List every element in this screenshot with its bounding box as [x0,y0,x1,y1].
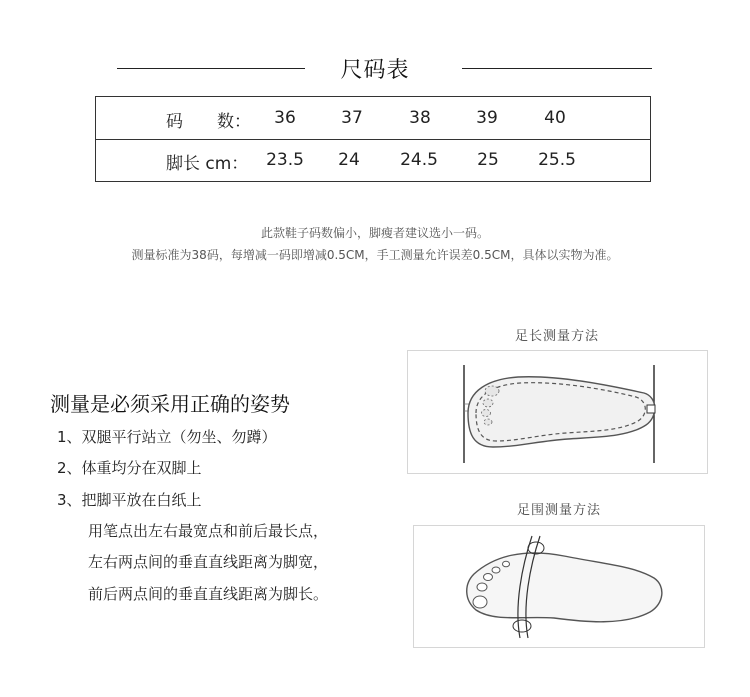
instruction-step: 2、体重均分在双脚上 [57,459,202,477]
fit-note: 此款鞋子码数偏小，脚瘦者建议选小一码。 [260,226,489,240]
title-line-right [462,68,652,69]
toe [503,561,510,567]
size-cell: 39 [476,108,498,128]
foot-girth-diagram [414,526,704,647]
length-cell: 23.5 [266,150,304,170]
length-row-label: 脚长 cm： [166,154,249,174]
foot-length-diagram [408,351,707,473]
toe [484,574,493,581]
foot-length-panel [407,350,708,474]
size-cell: 38 [409,108,431,128]
length-cell: 24 [338,150,360,170]
length-cell: 25.5 [538,150,576,170]
foot-girth-panel [413,525,705,648]
instructions-heading: 测量是必须采用正确的姿势 [50,392,290,416]
size-cell: 40 [544,108,566,128]
instruction-step: 1、双腿平行站立（勿坐、勿蹲） [57,428,277,446]
length-method-caption: 足长测量方法 [514,329,599,344]
toe [477,583,487,591]
girth-method-caption: 足围测量方法 [516,503,601,518]
foot-outline [467,553,662,622]
table-divider [96,139,650,140]
size-cell: 36 [274,108,296,128]
length-cell: 24.5 [400,150,438,170]
page-title: 尺码表 [340,58,410,83]
size-cell: 37 [341,108,363,128]
instruction-step: 3、把脚平放在白纸上 [57,491,202,509]
instruction-detail: 用笔点出左右最宽点和前后最长点， [88,522,329,540]
instruction-detail: 左右两点间的垂直直线距离为脚宽， [88,553,329,571]
toe [492,567,500,573]
size-table [95,96,651,182]
toe [473,596,487,608]
size-row-label: 码 数： [166,112,251,132]
measure-note: 测量标准为38码，每增减一码即增减0.5CM，手工测量允许误差0.5CM，具体以实物为准。 [131,248,619,262]
instruction-detail: 前后两点间的垂直直线距离为脚长。 [88,585,329,603]
length-cell: 25 [477,150,499,170]
